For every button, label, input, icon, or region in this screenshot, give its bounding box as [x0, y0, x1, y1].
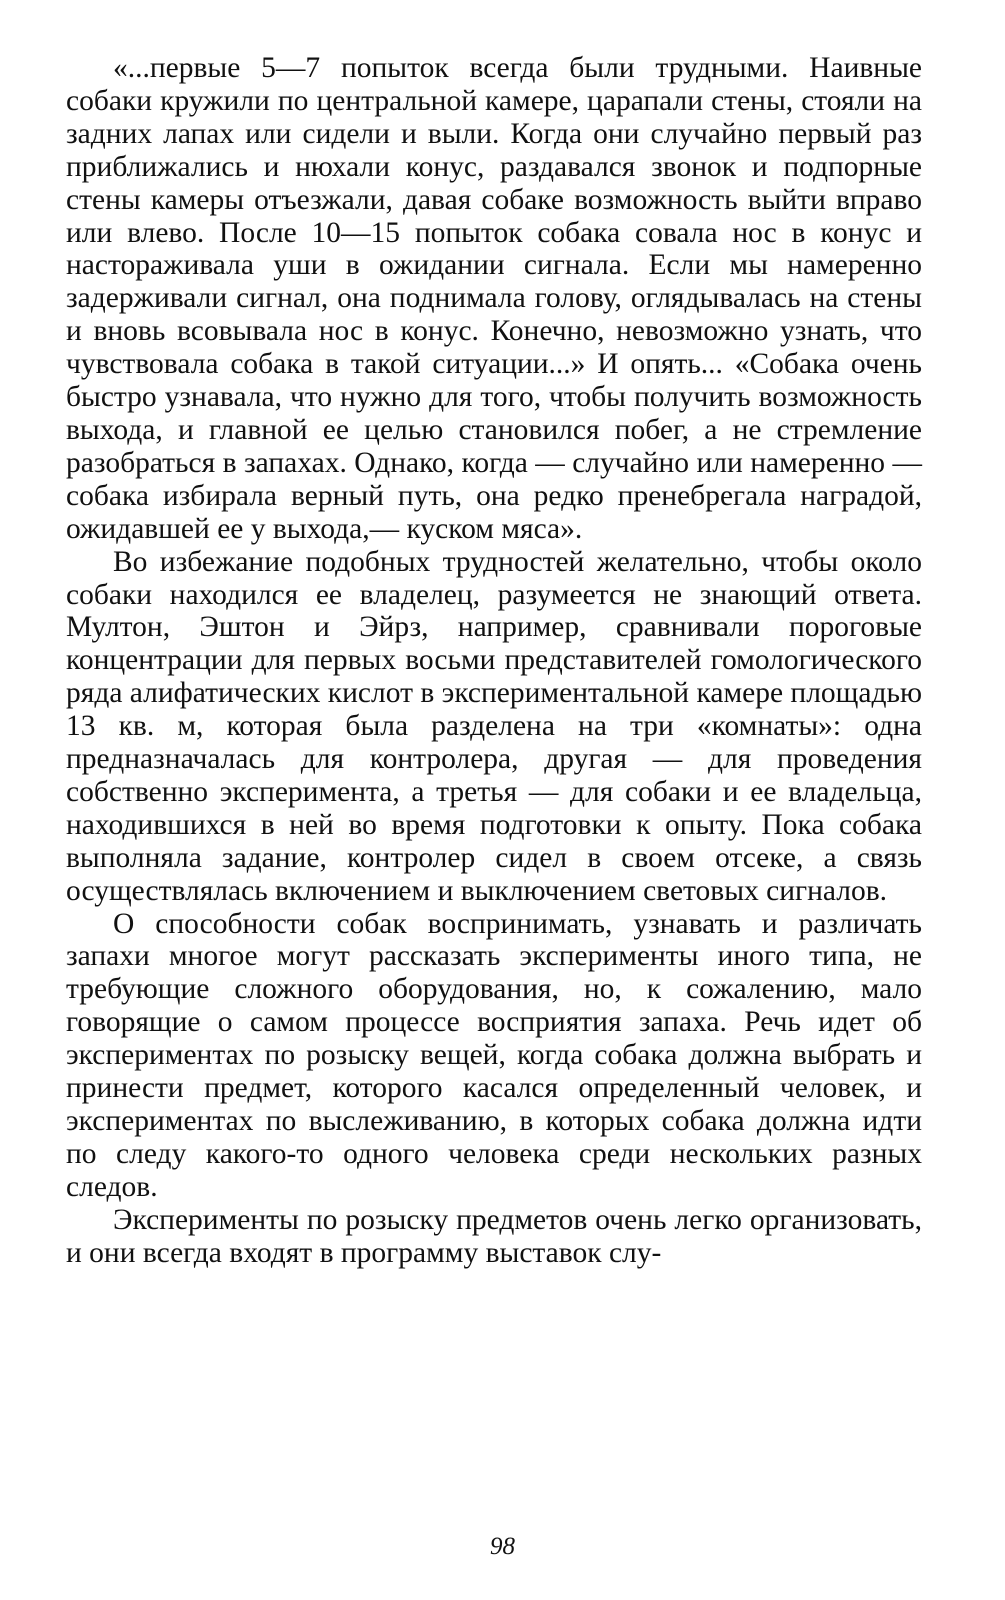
body-text	[66, 52, 922, 1270]
paragraph-3: О способности собак воспринимать, узнавать и различать запахи многое могут рассказать эксперименты иного типа, не требующие сложного оборудования, но, к сожалению, мало говорящие о самом процессе восприятия запаха. Речь идет об экспериментах по розыску вещей, когда собака должна выбрать и принести предмет, которого касался определенный человек, и экспериментах по выслеживанию, в которых собака должна идти по следу какого-то одного человека среди нескольких разных следов.	[66, 907, 922, 1203]
paragraph-2: Во избежание подобных трудностей желательно, чтобы около собаки находился ее владелец, разумеется не знающий ответа. Мултон, Эштон и Эйрз, например, сравнивали пороговые концентрации для первых восьми представителей гомологического ряда алифатических кислот в экспериментальной камере площадью 13 кв. м, которая была разделена на три «комнаты»: одна предназначалась для контролера, другая — для проведения собственно эксперимента, а третья — для собаки и ее владельца, находившихся в ней во время подготовки к опыту. Пока собака выполняла задание, контролер сидел в своем отсеке, а связь осуществлялась включением и выключением световых сигналов.	[66, 545, 922, 907]
page-number: 98	[490, 1533, 515, 1560]
paragraph-4: Эксперименты по розыску предметов очень легко организовать, и они всегда входят в программу выставок слу-	[66, 1203, 922, 1269]
paragraph-1: «...первые 5—7 попыток всегда были трудными. Наивные собаки кружили по центральной камере, царапали стены, стояли на задних лапах или сидели и выли. Когда они случайно первый раз приближались и нюхали конус, раздавался звонок и подпорные стены камеры отъезжали, давая собаке возможность выйти вправо или влево. После 10—15 попыток собака совала нос в конус и настораживала уши в ожидании сигнала. Если мы намеренно задерживали сигнал, она поднимала голову, оглядывалась на стены и вновь всовывала нос в конус. Конечно, невозможно узнать, что чувствовала собака в такой ситуации...» И опять... «Собака очень быстро узнавала, что нужно для того, чтобы получить возможность выхода, и главной ее целью становился побег, а не стремление разобраться в запахах. Однако, когда — случайно или намеренно — собака избирала верный путь, она редко пренебрегала наградой, ожидавшей ее у выхода,— куском мяса».	[66, 52, 922, 545]
